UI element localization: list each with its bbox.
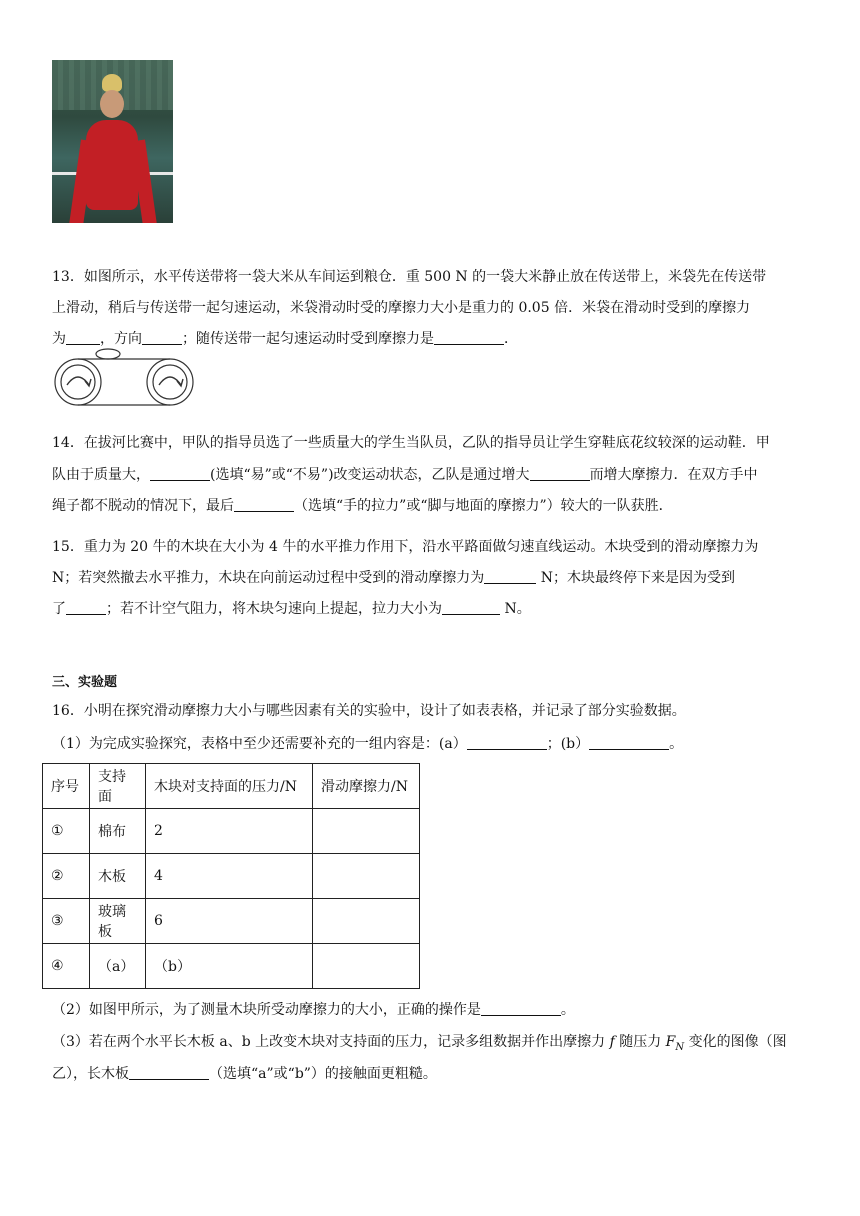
rice-bag-shape — [96, 349, 120, 359]
q14-blank-winner[interactable] — [234, 495, 294, 512]
section-title: 三、实验题 — [52, 675, 118, 690]
row-surface: （a） — [90, 944, 146, 989]
q15-line3: 了 ；若不计空气阻力，将木块匀速向上提起，拉力大小为 N。 — [52, 594, 812, 624]
q16-blank-a[interactable] — [467, 733, 547, 750]
conveyor-belt-diagram — [52, 345, 194, 411]
row-pressure: 4 — [146, 854, 313, 899]
gymnast-body — [86, 120, 138, 210]
row-pressure: 6 — [146, 899, 313, 944]
q14-line1: 14．在拔河比赛中，甲队的指导员选了一些质量大的学生当队员，乙队的指导员让学生穿鞋底花纹较深的运动鞋．甲 — [52, 435, 770, 451]
header-friction: 滑动摩擦力/N — [313, 764, 420, 809]
row-index: ② — [43, 854, 90, 899]
right-roller — [147, 359, 193, 405]
q16-part1: （1）为完成实验探究，表格中至少还需要补充的一组内容是：(a） ；(b） 。 — [52, 729, 812, 759]
row-friction[interactable] — [313, 854, 420, 899]
gymnast-photo — [52, 60, 173, 223]
experiment-table — [42, 763, 420, 989]
q13-line1: 13．如图所示，水平传送带将一袋大米从车间运到粮仓．重 500 N 的一袋大米静止放在传送带上，米袋先在传送带 — [52, 269, 767, 285]
q13-line3-real: 为 ，方向 ；随传送带一起匀速运动时受到摩擦力是 ． — [52, 324, 812, 354]
row-friction[interactable] — [313, 809, 420, 854]
left-roller — [55, 359, 101, 405]
q15-line1: 15．重力为 20 牛的木块在大小为 4 牛的水平推力作用下，沿水平路面做匀速直线运动。木块受到的滑动摩擦力为 — [52, 539, 759, 555]
q16-blank-b[interactable] — [589, 733, 669, 750]
q13-line2: 上滑动，稍后与传送带一起匀速运动，米袋滑动时受的摩擦力大小是重力的 0.05 倍．米袋在滑动时受到的摩擦力 — [52, 300, 751, 316]
q13-blank-friction[interactable] — [66, 328, 100, 345]
q16-part3-line1: （3）若在两个水平长木板 a、b 上改变木块对支持面的压力，记录多组数据并作出摩擦力 f 随压力 $F_N$ 变化的图像（图 — [52, 1034, 787, 1053]
row-surface: 棉布 — [90, 809, 146, 854]
q14-line2: 队由于质量大， (选填“易”或“不易”)改变运动状态，乙队是通过增大 而增大摩擦力．在双方手中 — [52, 460, 812, 490]
q15-line2: N；若突然撤去水平推力，木块在向前运动过程中受到的滑动摩擦力为 N；木块最终停下来是因为受到 — [52, 563, 812, 593]
symbol-f: f — [609, 1034, 615, 1050]
q15-blank-friction[interactable] — [484, 567, 536, 584]
q16-part2: （2）如图甲所示，为了测量木块所受动摩擦力的大小，正确的操作是 。 — [52, 995, 812, 1025]
q15-blank-pull[interactable] — [442, 598, 500, 615]
row-pressure: 2 — [146, 809, 313, 854]
header-surface: 支持面 — [90, 764, 146, 809]
row-index: ③ — [43, 899, 90, 944]
row-index: ① — [43, 809, 90, 854]
table-row — [43, 854, 420, 899]
q16-blank-rougher[interactable] — [129, 1063, 209, 1080]
q13-blank-uniform[interactable] — [434, 328, 504, 345]
header-index: 序号 — [43, 764, 90, 809]
row-friction[interactable] — [313, 899, 420, 944]
table-row — [43, 944, 420, 989]
header-pressure: 木块对支持面的压力/N — [146, 764, 313, 809]
row-index: ④ — [43, 944, 90, 989]
q14-line3: 绳子都不脱动的情况下，最后 （选填“手的拉力”或“脚与地面的摩擦力”）较大的一队获胜． — [52, 491, 812, 521]
q16-part3-line2: 乙），长木板 （选填“a”或“b”）的接触面更粗糙。 — [52, 1059, 812, 1089]
row-surface: 玻璃板 — [90, 899, 146, 944]
q14-blank-state[interactable] — [150, 464, 210, 481]
row-pressure: （b） — [146, 944, 313, 989]
table-header-row — [43, 764, 420, 809]
q16-blank-operation[interactable] — [481, 999, 561, 1016]
gymnast-head — [100, 90, 124, 118]
q13-blank-direction[interactable] — [142, 328, 182, 345]
q14-blank-increase[interactable] — [530, 464, 590, 481]
q16-intro: 16．小明在探究滑动摩擦力大小与哪些因素有关的实验中，设计了如表表格，并记录了部分实验数据。 — [52, 703, 686, 719]
row-friction[interactable] — [313, 944, 420, 989]
q15-blank-force[interactable] — [66, 598, 106, 615]
table-row — [43, 809, 420, 854]
row-surface: 木板 — [90, 854, 146, 899]
symbol-N: N — [675, 1041, 685, 1053]
table-row — [43, 899, 420, 944]
symbol-F: F — [665, 1034, 676, 1050]
